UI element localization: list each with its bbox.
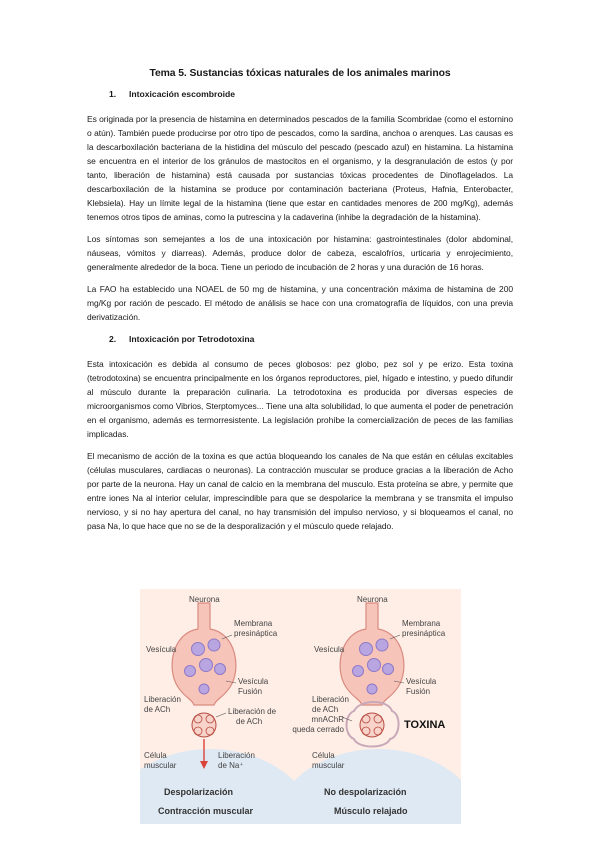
label-line: muscular [144,761,177,770]
label-line: presináptica [402,629,446,638]
vesicle-icon [199,684,209,694]
label-line: Liberación [218,751,255,760]
label-liberacion-right [312,695,349,715]
vesicle-icon [383,664,394,675]
receptor-right [360,713,384,737]
label-line: mnAChR [311,715,344,724]
label-liberacion-ach-left [228,707,276,727]
label-no-despolarizacion: No despolarización [324,787,407,797]
label-line: Liberación [312,695,349,704]
label-line: de ACh [236,717,263,726]
label-vesicula-fusion-left [238,677,268,697]
label-line: Vesícula [406,677,437,686]
vesicle-icon [368,659,381,672]
paragraph: La FAO ha establecido una NOAEL de 50 mg de histamina, y una concentración máxima de histamina de 200 mg/Kg por ración de pescado. El método de análisis se hace con una cromatografía de líquidos, con una previa derivatización. [87,284,513,322]
label-line: Célula [144,751,167,760]
label-neurona-right: Neurona [357,595,388,604]
vesicle-icon [200,659,213,672]
section-title: Intoxicación escombroide [129,89,236,99]
label-celula-left [144,751,176,771]
label-line: de ACh [312,705,339,714]
section-heading-tetrodotoxina [109,334,513,344]
vesicle-icon [353,666,364,677]
section-title: Intoxicación por Tetrodotoxina [129,334,255,344]
label-line: Fusión [406,687,431,696]
vesicle-icon [208,639,220,651]
label-line: muscular [312,761,345,770]
label-toxina: TOXINA [404,719,446,731]
vesicle-icon [215,664,226,675]
label-vesicula-fusion-right [406,677,436,697]
label-liberacion-na-left [218,751,255,771]
paragraph: Esta intoxicación es debida al consumo de peces globosos: pez globo, pez sol y pe erizo. Esta toxina (tetrodotoxina) se encuentra principalmente en los órganos reproductores, piel, hígado e intestino, y puedo difundir al músculo durante la preparación culinaria. La tetrodotoxina es producida por diversas especies de microorganismos como Vibrios, Sterptomyces... Tiene una alta solubilidad, lo que aumenta el poder de penetración en el organismo, además es termorresistente. La legislación prohíbe la comercialización de peces de las familias implicadas. [87,359,513,439]
vesicle-icon [367,684,377,694]
label-line: Vesícula [238,677,269,686]
label-celula-right [312,751,344,771]
paragraph: Es originada por la presencia de histamina en determinados pescados de la familia Scombridae (como el estornino o atún). También puede producirse por otro tipo de pescados, como la sardina, anchoa o arenques. Las causas es la descarboxilación bacteriana de la histidina del músculo del pescado (pescado azul) en histamina. La histamina se encuentra en el interior de los gránulos de mastocitos en el organismo, y la desgranulación de estos (y por tanto, liberación de histamina) está causada por sustancias tóxicas procedentes de Dinoflagelados. La descarboxilación de la histamina se produce por contaminación bacteriana (Proteus, Hafnia, Enterobacter, Klebsiela). Hay un límite legal de la histamina (tiene que estar en cantidades menores de 200 mg/Kg), además tenemos otros tipos de aminas, como la putrescina y la cadaverina (inhibe la degradación de la histamina). [87,114,513,222]
label-despolarizacion: Despolarización [164,787,234,797]
label-musculo-relajado: Músculo relajado [334,806,408,816]
section-number: 2. [109,334,117,344]
paragraph: El mecanismo de acción de la toxina es que actúa bloqueando los canales de Na que están en células excitables (células musculares, cardiacas o neuronas). La contracción muscular se produce gracias a la liberación de Acho por parte de la neurona. Hay un canal de calcio en la membrana del musculo. Esta proteína se abre, y permite que entre iones Na al interior celular, imprescindible para que se despolarice la membrana y se transmita el impulso nervioso, y si no hay apertura del canal, no hay transmisión del impulso nervioso, y si bloqueamos el canal, no pasa Na, lo que hace que no se de la desporalización y el músculo quede relajado. [87,451,513,531]
section-number: 1. [109,89,117,99]
label-line: Fusión [238,687,263,696]
synapse-figure [140,589,461,824]
vesicle-icon [360,643,373,656]
label-mnachr [290,715,344,735]
label-line: Célula [312,751,335,760]
section-heading-escombroide [109,89,513,99]
label-contraccion: Contracción muscular [158,806,254,816]
label-liberacion-left [144,695,181,715]
receptor-left [192,713,216,737]
label-line: Liberación [144,695,181,704]
document-page [87,68,513,543]
label-vesicula-right: Vesícula [314,645,345,654]
label-membrana-right [402,619,445,639]
neuron-right [340,603,404,705]
label-line: queda cerrado [292,725,344,734]
label-line: Membrana [402,619,441,628]
label-neurona-left: Neurona [189,595,220,604]
vesicle-icon [185,666,196,677]
page-title: Tema 5. Sustancias tóxicas naturales de los animales marinos [149,68,451,79]
label-line: Liberación de [228,707,277,716]
paragraph: Los síntomas son semejantes a los de una intoxicación por histamina: gastrointestinales (dolor abdominal, náuseas, vómitos y diarreas). Además, produce dolor de cabeza, escalofríos, urticaria y enrojecimiento, generalmente alrededor de la boca. Tiene un periodo de incubación de 2 horas y una duración de 16 horas. [87,234,513,272]
label-line: de ACh [144,705,171,714]
label-line: de Na⁺ [218,761,244,770]
label-membrana-left [234,619,277,639]
label-vesicula-left: Vesícula [146,645,177,654]
neuron-left [172,603,236,705]
vesicle-icon [376,639,388,651]
vesicle-icon [192,643,205,656]
label-line: Membrana [234,619,273,628]
label-line: presináptica [234,629,278,638]
